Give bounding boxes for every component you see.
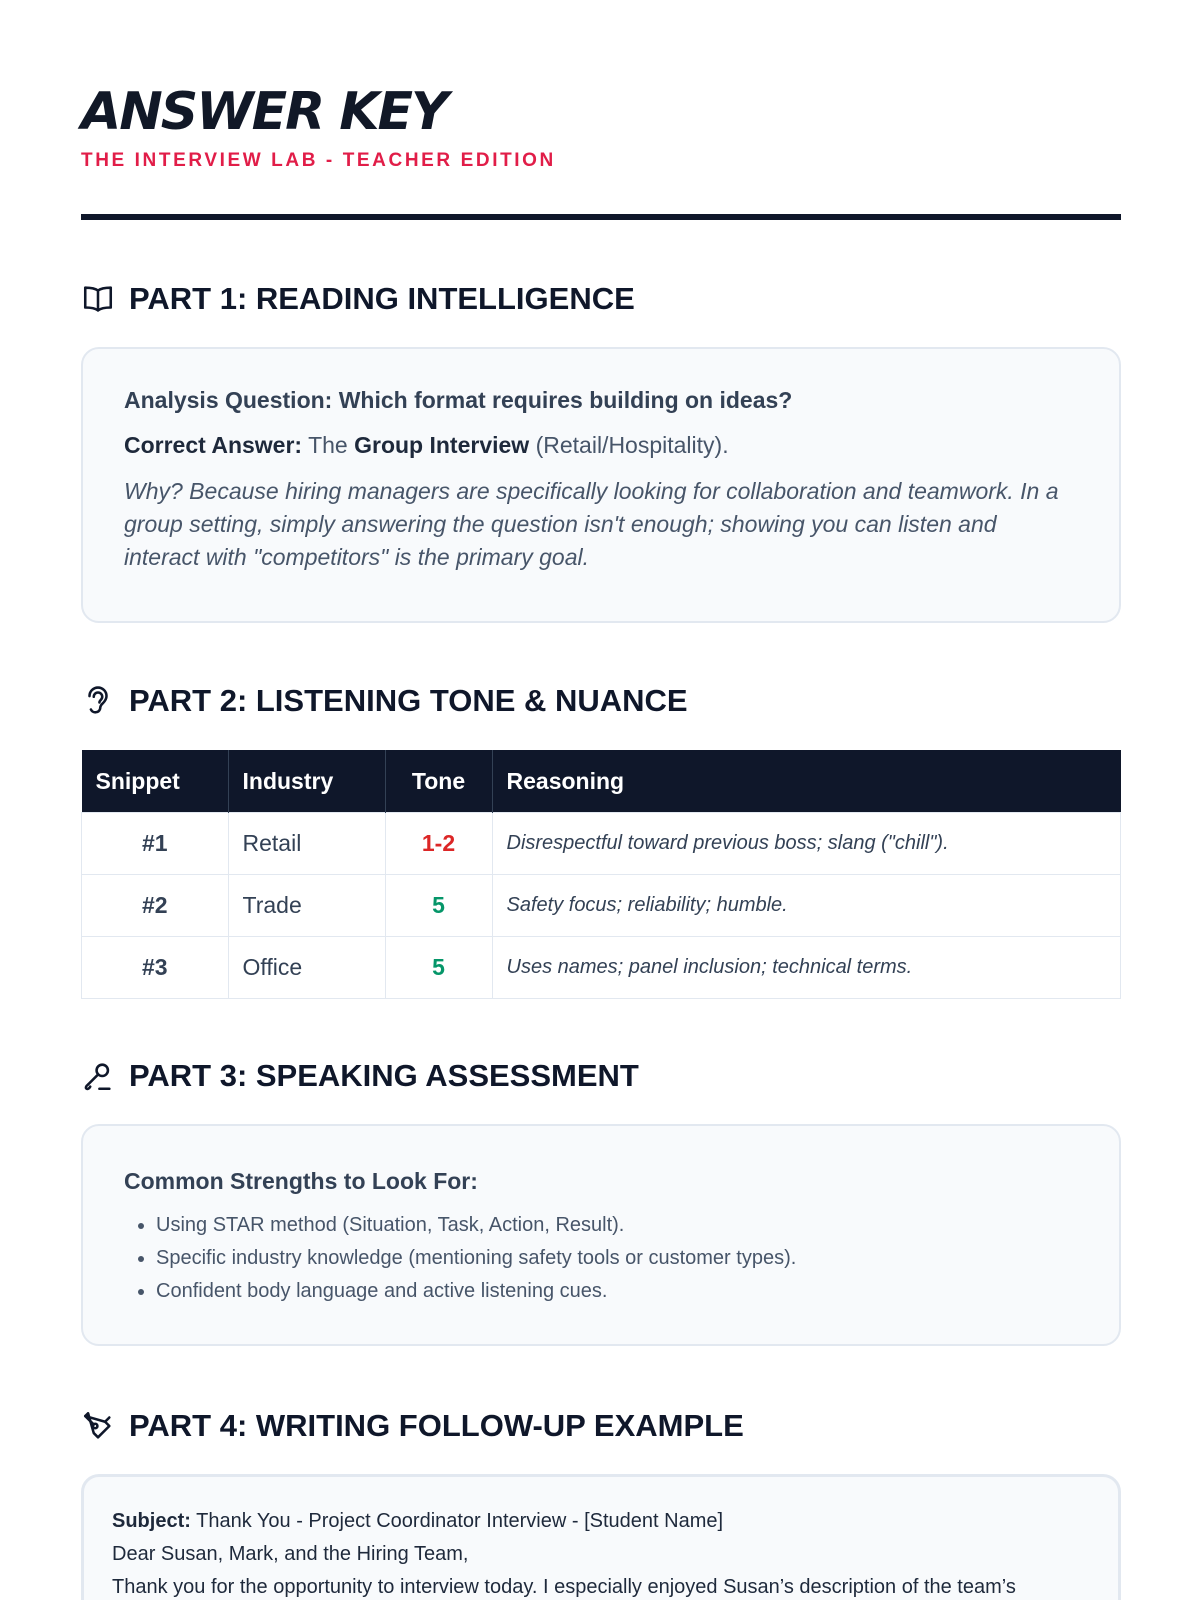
tone-score: 1-2 bbox=[385, 813, 492, 875]
part3-heading-text: PART 3: SPEAKING ASSESSMENT bbox=[129, 1058, 639, 1093]
microphone-icon bbox=[81, 1059, 115, 1093]
correct-answer-post: (Retail/Hospitality). bbox=[535, 432, 729, 458]
tone-score: 5 bbox=[385, 875, 492, 937]
strengths-title: Common Strengths to Look For: bbox=[124, 1168, 478, 1194]
part2-heading bbox=[81, 681, 688, 721]
correct-answer bbox=[124, 432, 1078, 459]
page-title: ANSWER KEY bbox=[81, 82, 447, 142]
snippet-cell: #3 bbox=[82, 937, 229, 999]
email-greeting: Dear Susan, Mark, and the Hiring Team, bbox=[112, 1543, 469, 1565]
part4-heading bbox=[81, 1406, 744, 1446]
part1-heading bbox=[81, 279, 635, 319]
column-industry: Industry bbox=[228, 750, 385, 813]
email-subject-label: Subject: bbox=[112, 1510, 191, 1532]
list-item: • Confident body language and active listening cues. bbox=[156, 1275, 1078, 1308]
header-divider bbox=[81, 214, 1121, 220]
industry-cell: Trade bbox=[228, 875, 385, 937]
follow-up-email-card bbox=[81, 1474, 1121, 1600]
email-subject bbox=[112, 1505, 1090, 1538]
analysis-question: Analysis Question: Which format requires building on ideas? bbox=[124, 387, 793, 413]
part1-heading-text: PART 1: READING INTELLIGENCE bbox=[129, 281, 635, 316]
industry-cell: Office bbox=[228, 937, 385, 999]
email-subject-text: Thank You - Project Coordinator Interview - [Student Name] bbox=[196, 1510, 724, 1532]
reasoning-cell: Safety focus; reliability; humble. bbox=[492, 875, 1121, 937]
correct-answer-pre: The bbox=[308, 432, 348, 458]
answer-explanation: Why? Because hiring managers are specifically looking for collaboration and teamwork. In a group setting, simply answering the question isn't enough; showing you can listen and interact with "competitors" is the primary goal. bbox=[124, 478, 1059, 570]
ear-icon bbox=[81, 684, 115, 718]
part4-heading-text: PART 4: WRITING FOLLOW-UP EXAMPLE bbox=[129, 1408, 744, 1443]
snippet-cell: #2 bbox=[82, 875, 229, 937]
reasoning-cell: Uses names; panel inclusion; technical terms. bbox=[492, 937, 1121, 999]
strengths-list bbox=[124, 1209, 1078, 1308]
list-item: • Specific industry knowledge (mentioning safety tools or customer types). bbox=[156, 1242, 1078, 1275]
speaking-assessment-card bbox=[81, 1124, 1121, 1346]
table-row bbox=[82, 875, 1121, 937]
book-icon bbox=[81, 282, 115, 316]
pen-nib-icon bbox=[81, 1409, 115, 1443]
table-row bbox=[82, 937, 1121, 999]
correct-answer-label: Correct Answer: bbox=[124, 432, 303, 458]
table-row bbox=[82, 813, 1121, 875]
page-subtitle: THE INTERVIEW LAB - TEACHER EDITION bbox=[81, 150, 556, 171]
reasoning-cell: Disrespectful toward previous boss; slang ("chill"). bbox=[492, 813, 1121, 875]
list-item: • Using STAR method (Situation, Task, Action, Result). bbox=[156, 1209, 1078, 1242]
industry-cell: Retail bbox=[228, 813, 385, 875]
snippet-cell: #1 bbox=[82, 813, 229, 875]
column-tone: Tone bbox=[385, 750, 492, 813]
email-body: Thank you for the opportunity to interview today. I especially enjoyed Susan’s description of the team’s bbox=[112, 1576, 1016, 1598]
tone-table bbox=[81, 750, 1121, 999]
correct-answer-format: Group Interview bbox=[354, 432, 530, 458]
tone-table-header bbox=[82, 750, 1121, 813]
part2-heading-text: PART 2: LISTENING TONE & NUANCE bbox=[129, 683, 688, 718]
part3-heading bbox=[81, 1056, 639, 1096]
column-reasoning: Reasoning bbox=[492, 750, 1121, 813]
column-snippet: Snippet bbox=[82, 750, 229, 813]
reading-answer-card bbox=[81, 347, 1121, 623]
tone-score: 5 bbox=[385, 937, 492, 999]
